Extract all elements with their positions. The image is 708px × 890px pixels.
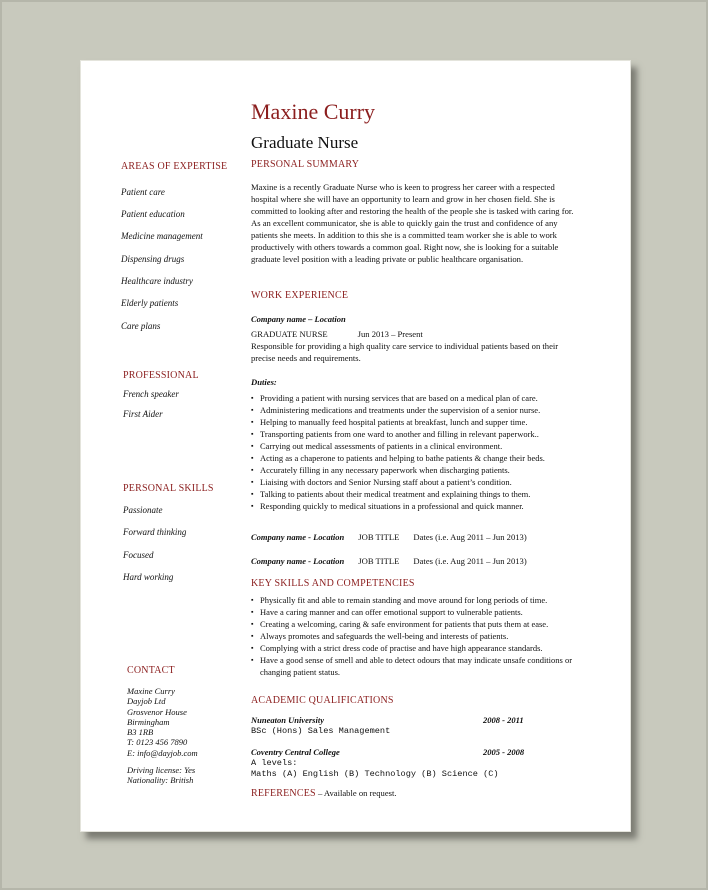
summary-heading: PERSONAL SUMMARY (251, 159, 360, 170)
duty-item: ▪ Acting as a chaperone to patients and helping to bathe patients & change their beds. (251, 452, 591, 464)
other-job (251, 555, 527, 567)
expertise-item: Elderly patients (121, 298, 179, 308)
license-line: Driving license: Yes (127, 765, 196, 775)
contact-line: Dayjob Ltd (127, 696, 166, 707)
duty-item: ▪ Administering medications and treatments under the supervision of a senior nurse. (251, 404, 591, 416)
other-job-dates: Dates (i.e. Aug 2011 – Jun 2013) (413, 532, 527, 542)
skill-item: Focused (123, 550, 154, 560)
company-name: Company name – Location (251, 314, 346, 324)
duties-label: Duties: (251, 377, 277, 387)
academic-heading: ACADEMIC QUALIFICATIONS (251, 695, 394, 706)
position-title: GRADUATE NURSE (251, 329, 328, 339)
other-job (251, 531, 527, 543)
qualification-grades: Maths (A) English (B) Technology (B) Science (C) (251, 769, 499, 779)
skills-heading: PERSONAL SKILLS (123, 483, 214, 494)
professional-heading: PROFESSIONAL (123, 370, 199, 381)
expertise-item: Patient education (121, 209, 185, 219)
duty-item: ▪ Providing a patient with nursing services that are based on a medical plan of care. (251, 392, 591, 404)
professional-item: First Aider (123, 409, 163, 419)
references-heading: REFERENCES (251, 788, 316, 799)
experience-heading: WORK EXPERIENCE (251, 290, 349, 301)
candidate-name: Maxine Curry (251, 99, 376, 124)
institution-years: 2008 - 2011 (483, 715, 524, 725)
position-dates: Jun 2013 – Present (357, 329, 423, 339)
duty-item: ▪ Liaising with doctors and Senior Nursing staff about a patient’s condition. (251, 476, 591, 488)
duty-item: ▪ Carrying out medical assessments of patients in a clinical environment. (251, 440, 591, 452)
summary-text: Maxine is a recently Graduate Nurse who is keen to progress her career with a respected hospital where she will have an opportunity to learn and grow in her chosen field. She is committed to looking after and restoring the health of the people she is tasked with caring for. As an excellent communicator, she is able to quickly gain the trust and confidence of any patients she meets. In addition to this she is a committed team worker she is able to work productively with others towards a common goal. Right now, she is looking for a suitable graduate level position with a leading private or public healthcare organisation. (251, 182, 574, 264)
institution-years: 2005 - 2008 (483, 747, 525, 757)
other-job-company: Company name - Location (251, 556, 345, 566)
key-skill-item: ▪ Have a good sense of smell and able to detect odours that may indicate unsafe conditions or changing patient status. (251, 654, 581, 678)
key-skills-heading: KEY SKILLS AND COMPETENCIES (251, 578, 415, 589)
contact-line: Maxine Curry (127, 686, 175, 696)
contact-email: E: info@dayjob.com (127, 747, 198, 758)
other-job-title: JOB TITLE (358, 532, 400, 542)
contact-block (127, 686, 198, 758)
job-description: Responsible for providing a high quality care service to individual patients based on their precise needs and requirements. (251, 341, 559, 363)
expertise-item: Patient care (121, 187, 165, 197)
other-job-title: JOB TITLE (358, 556, 400, 566)
key-skill-item: ▪ Creating a welcoming, caring & safe environment for patients that puts them at ease. (251, 618, 581, 630)
duty-item: ▪ Accurately filling in any necessary paperwork when discharging patients. (251, 464, 591, 476)
expertise-heading: AREAS OF EXPERTISE (121, 161, 228, 172)
skill-item: Forward thinking (123, 527, 187, 537)
key-skill-item: ▪ Always promotes and safeguards the well-being and interests of patients. (251, 630, 581, 642)
key-skill-item: ▪ Have a caring manner and can offer emotional support to vulnerable patients. (251, 606, 581, 618)
license-block (127, 765, 195, 786)
key-skill-item: ▪ Physically fit and able to remain standing and move around for long periods of time. (251, 594, 581, 606)
qualification-detail: A levels: (251, 758, 298, 768)
contact-heading: CONTACT (127, 665, 175, 676)
duty-item: ▪ Responding quickly to medical situations in a professional and quick manner. (251, 500, 591, 512)
professional-item: French speaker (123, 389, 179, 399)
duty-item: ▪ Helping to manually feed hospital patients at breakfast, lunch and supper time. (251, 416, 591, 428)
references-line (251, 787, 397, 800)
contact-line: Birmingham (127, 716, 170, 727)
expertise-item: Healthcare industry (121, 276, 193, 286)
job-title: Graduate Nurse (251, 133, 359, 152)
contact-line: Grosvenor House (127, 706, 187, 717)
job-title-line (251, 328, 423, 340)
other-job-company: Company name - Location (251, 532, 345, 542)
expertise-item: Medicine management (121, 231, 203, 241)
skill-item: Passionate (123, 505, 163, 515)
key-skill-item: ▪ Complying with a strict dress code of practise and have high appearance standards. (251, 642, 581, 654)
expertise-item: Dispensing drugs (121, 254, 185, 264)
contact-phone: T: 0123 456 7890 (127, 737, 188, 748)
expertise-item: Care plans (121, 321, 161, 331)
contact-line: B3 1RB (127, 727, 154, 738)
key-skills-list (251, 594, 581, 678)
nationality-line: Nationality: British (127, 775, 194, 786)
other-job-dates: Dates (i.e. Aug 2011 – Jun 2013) (413, 556, 527, 566)
degree-detail: BSc (Hons) Sales Management (251, 726, 391, 736)
references-text: – Available on request. (315, 788, 397, 798)
duty-item: ▪ Transporting patients from one ward to another and filling in relevant paperwork.. (251, 428, 591, 440)
resume-page (80, 60, 631, 832)
duty-item: ▪ Talking to patients about their medical treatment and explaining things to them. (251, 488, 591, 500)
institution-name: Nuneaton University (251, 715, 324, 725)
duties-list (251, 392, 591, 512)
institution-name: Coventry Central College (251, 747, 340, 757)
skill-item: Hard working (123, 572, 174, 582)
